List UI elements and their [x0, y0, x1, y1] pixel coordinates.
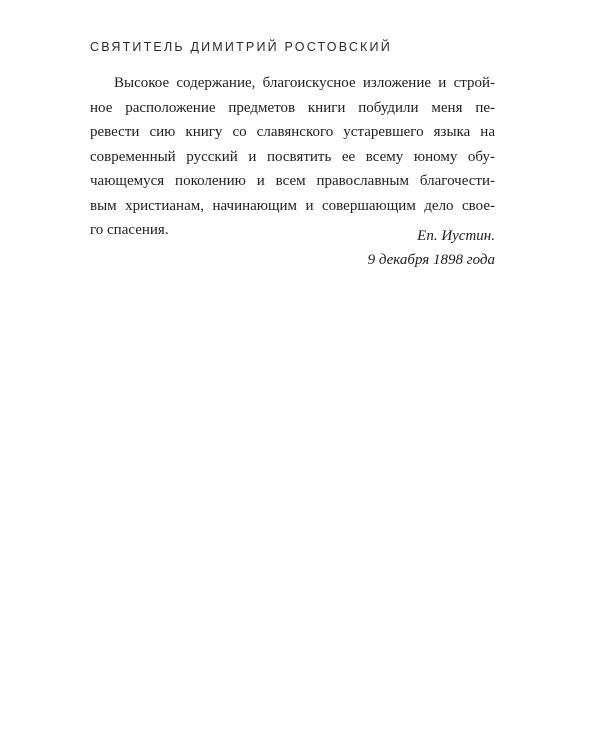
paragraph-line: ревести сию книгу со славянского устаревшего языка на — [90, 124, 495, 140]
paragraph-line: вым христианам, начинающим и совершающим дело свое- — [90, 197, 495, 214]
signature-date: 9 декабря 1898 года — [367, 252, 495, 268]
paragraph-line: современный русский и посвятить ее всему юному обу- — [90, 148, 495, 165]
signature-author: Еп. Иустин. — [417, 228, 495, 244]
paragraph-line: чающемуся поколению и всем православным благочести- — [90, 173, 495, 189]
body-paragraph — [90, 71, 495, 243]
signature-block — [368, 224, 495, 272]
paragraph-line: Высокое содержание, благоискусное изложение и строй- — [114, 75, 495, 91]
running-header: СВЯТИТЕЛЬ ДИМИТРИЙ РОСТОВСКИЙ — [90, 40, 392, 54]
paragraph-line: ное расположение предметов книги побудили меня пе- — [90, 99, 495, 116]
paragraph-line: го спасения. — [90, 222, 169, 238]
